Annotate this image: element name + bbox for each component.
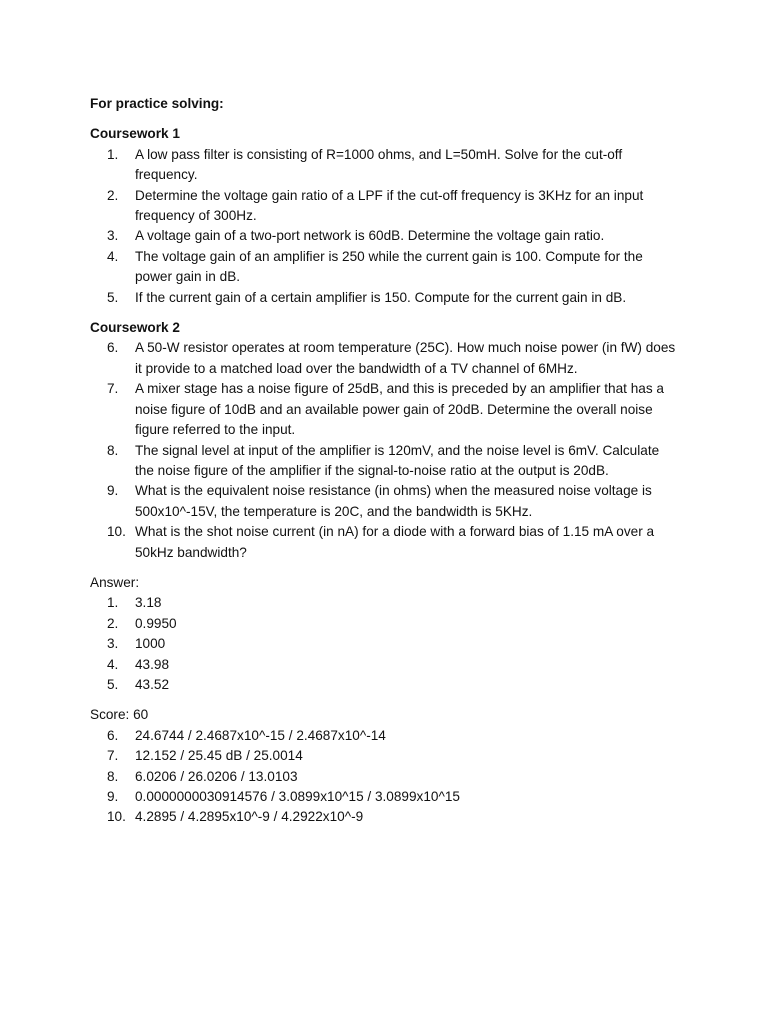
list-item — [90, 522, 680, 563]
question-text: If the current gain of a certain amplifier is 150. Compute for the current gain in dB. — [135, 289, 627, 305]
item-number: 3. — [107, 228, 119, 244]
item-number: 2. — [107, 615, 119, 631]
list-item — [90, 593, 680, 613]
list-item — [90, 145, 680, 186]
list-item — [90, 767, 680, 787]
item-number: 9. — [107, 789, 119, 804]
item-number: 1. — [107, 595, 119, 611]
list-item — [90, 247, 680, 288]
answer-text: 1000 — [135, 636, 166, 652]
item-number: 7. — [107, 748, 119, 764]
list-item — [90, 226, 680, 246]
list-item — [90, 655, 680, 675]
list-item — [90, 379, 680, 440]
question-text: The signal level at input of the amplifier is 120mV, and the noise level is 6mV. Calculate the noise figure of the amplifier if the signal-to-noise ratio at the output is 20dB. — [135, 442, 660, 478]
list-item — [90, 481, 680, 522]
list-item — [90, 441, 680, 482]
answer-text: 43.52 — [135, 676, 170, 692]
item-number: 5. — [107, 676, 119, 692]
answer-text: 4.2895 / 4.2895x10^-9 / 4.2922x10^-9 — [135, 809, 364, 825]
list-item — [90, 186, 680, 227]
question-text: What is the equivalent noise resistance (in ohms) when the measured noise voltage is 500x10^-15V, the temperature is 20C, and the bandwidth is 5KHz. — [135, 483, 652, 519]
question-text: A mixer stage has a noise figure of 25dB, and this is preceded by an amplifier that has a noise figure of 10dB and an available power gain of 20dB. Determine the overall noise figure referred to the input. — [135, 381, 664, 438]
list-item — [90, 675, 680, 695]
coursework-2-title: Coursework 2 — [90, 320, 180, 336]
item-number: 10. — [107, 524, 126, 540]
coursework-1-list — [90, 145, 680, 308]
intro-heading: For practice solving: — [90, 96, 224, 111]
item-number: 8. — [107, 442, 119, 458]
list-item — [90, 746, 680, 766]
question-text: A 50-W resistor operates at room temperature (25C). How much noise power (in fW) does it provide to a matched load over the bandwidth of a TV channel of 6MHz. — [135, 340, 676, 376]
score-text: Score: 60 — [90, 707, 149, 723]
coursework-2-list — [90, 338, 680, 562]
answer-text: 43.98 — [135, 656, 170, 672]
item-number: 1. — [107, 146, 119, 162]
item-number: 5. — [107, 289, 119, 305]
document-page — [90, 94, 680, 828]
item-number: 2. — [107, 187, 119, 203]
answer-text: 12.152 / 25.45 dB / 25.0014 — [135, 748, 303, 764]
list-item — [90, 726, 680, 746]
list-item — [90, 787, 680, 807]
list-item — [90, 614, 680, 634]
list-item — [90, 634, 680, 654]
answers-1-list — [90, 593, 680, 695]
answer-text: 3.18 — [135, 595, 162, 611]
item-number: 10. — [107, 809, 126, 825]
answer-text: 0.9950 — [135, 615, 177, 631]
item-number: 6. — [107, 727, 119, 743]
question-text: The voltage gain of an amplifier is 250 while the current gain is 100. Compute for the power gain in dB. — [135, 248, 643, 285]
item-number: 7. — [107, 381, 119, 397]
item-number: 3. — [107, 636, 119, 652]
answer-text: 24.6744 / 2.4687x10^-15 / 2.4687x10^-14 — [135, 727, 386, 743]
item-number: 9. — [107, 483, 119, 499]
answer-text: 6.0206 / 26.0206 / 13.0103 — [135, 768, 298, 784]
answers-2-list — [90, 726, 680, 828]
item-number: 4. — [107, 656, 119, 672]
item-number: 8. — [107, 768, 119, 784]
list-item — [90, 807, 680, 827]
answer-text: 0.0000000030914576 / 3.0899x10^15 / 3.0899x10^15 — [135, 789, 460, 804]
question-text: What is the shot noise current (in nA) for a diode with a forward bias of 1.15 mA over a 50kHz bandwidth? — [135, 524, 655, 560]
item-number: 4. — [107, 248, 119, 264]
question-text: A voltage gain of a two-port network is 60dB. Determine the voltage gain ratio. — [135, 228, 605, 244]
question-text: Determine the voltage gain ratio of a LPF if the cut-off frequency is 3KHz for an input frequency of 300Hz. — [135, 187, 644, 224]
answer-label: Answer: — [90, 574, 140, 590]
list-item — [90, 338, 680, 379]
list-item — [90, 288, 680, 308]
question-text: A low pass filter is consisting of R=1000 ohms, and L=50mH. Solve for the cut-off frequency. — [135, 146, 623, 183]
coursework-1-title: Coursework 1 — [90, 126, 180, 142]
item-number: 6. — [107, 340, 119, 356]
